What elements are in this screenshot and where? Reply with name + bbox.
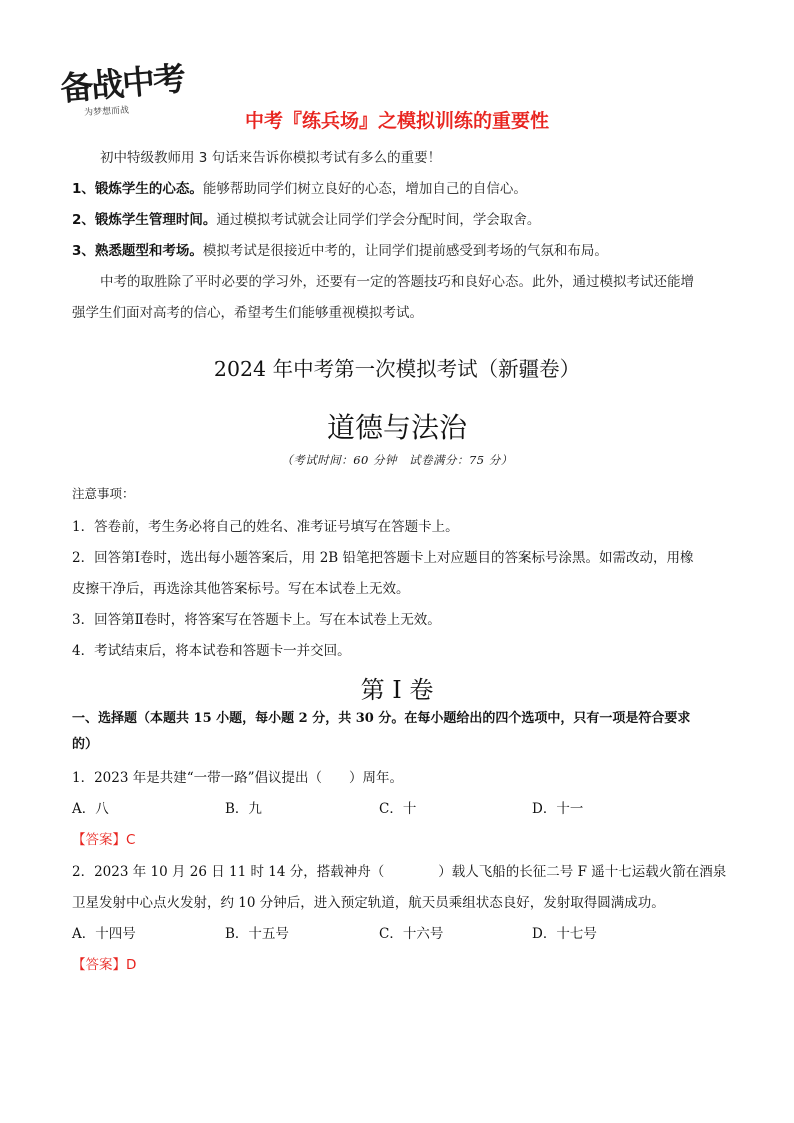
question-stem: 卫星发射中心点火发射，约 10 分钟后，进入预定轨道，航天员乘组状态良好，发射取得圆满成功。 — [72, 895, 665, 911]
intro-closing-line-1: 中考的取胜除了平时必要的学习外，还要有一定的答题技巧和良好心态。此外，通过模拟考试还能增 — [100, 274, 694, 290]
intro-point-text: 通过模拟考试就会让同学们学会分配时间，学会取舍。 — [216, 212, 541, 228]
logo-text: 备战中考 — [58, 58, 186, 109]
intro-point-num: 1、 — [72, 181, 95, 197]
intro-point-2 — [72, 208, 540, 228]
question-answer: 【答案】D — [72, 957, 137, 973]
intro-point-num: 2、 — [72, 212, 95, 228]
intro-closing-line-2: 强学生们面对高考的信心，希望考生们能够重视模拟考试。 — [72, 305, 423, 321]
intro-point-text: 能够帮助同学们树立良好的心态，增加自己的自信心。 — [202, 181, 527, 197]
intro-point-head: 锻炼学生管理时间。 — [94, 212, 217, 228]
intro-point-1 — [72, 177, 527, 197]
question-option: C．十六号 — [379, 926, 444, 942]
exam-subject: 道德与法治 — [326, 411, 467, 444]
intro-point-text: 模拟考试是很接近中考的，让同学们提前感受到考场的气氛和布局。 — [202, 243, 608, 259]
question-stem: 2．2023 年 10 月 26 日 11 时 14 分，搭载神舟（ ）载人飞船的长征二号 F 遥十七运载火箭在酒泉 — [72, 864, 727, 880]
question-option: C．十 — [379, 801, 417, 817]
question-option: B．九 — [225, 801, 262, 817]
intro-point-num: 3、 — [72, 243, 95, 259]
intro-lead: 初中特级教师用 3 句话来告诉你模拟考试有多么的重要！ — [100, 150, 442, 166]
question-option: D．十七号 — [532, 926, 597, 942]
notice-item: 4．考试结束后，将本试卷和答题卡一并交回。 — [72, 643, 351, 659]
logo-subtext: 为梦想而战 — [83, 105, 130, 119]
banner-title: 中考『练兵场』之模拟训练的重要性 — [244, 110, 549, 132]
notice-item: 3．回答第Ⅱ卷时，将答案写在答题卡上。写在本试卷上无效。 — [72, 612, 441, 628]
section-title: 第 I 卷 — [360, 676, 434, 704]
question-stem: 1．2023 年是共建“一带一路”倡议提出（ ）周年。 — [72, 770, 404, 786]
exam-time-info: （考试时间：60 分钟 试卷满分：75 分） — [281, 453, 513, 467]
notice-item: 皮擦干净后，再选涂其他答案标号。写在本试卷上无效。 — [72, 581, 410, 597]
question-answer: 【答案】C — [72, 832, 136, 848]
notice-item: 1．答卷前，考生务必将自己的姓名、准考证号填写在答题卡上。 — [72, 519, 459, 535]
section-instruction-line-2: 的） — [72, 737, 99, 752]
question-option: D．十一 — [532, 801, 584, 817]
notice-item: 2．回答第Ⅰ卷时，选出每小题答案后，用 2B 铅笔把答题卡上对应题目的答案标号涂黑。如需改动，用橡 — [72, 550, 694, 566]
intro-point-head: 熟悉题型和考场。 — [94, 243, 203, 259]
question-option: B．十五号 — [225, 926, 289, 942]
section-instruction-line-1: 一、选择题（本题共 15 小题，每小题 2 分，共 30 分。在每小题给出的四个选项中，只有一项是符合要求 — [72, 711, 691, 726]
question-option: A．八 — [72, 801, 109, 817]
intro-point-3 — [72, 239, 608, 259]
notice-heading: 注意事项： — [72, 486, 135, 501]
exam-title: 2024 年中考第一次模拟考试（新疆卷） — [213, 357, 581, 381]
question-option: A．十四号 — [72, 926, 136, 942]
intro-point-head: 锻炼学生的心态。 — [94, 181, 203, 197]
